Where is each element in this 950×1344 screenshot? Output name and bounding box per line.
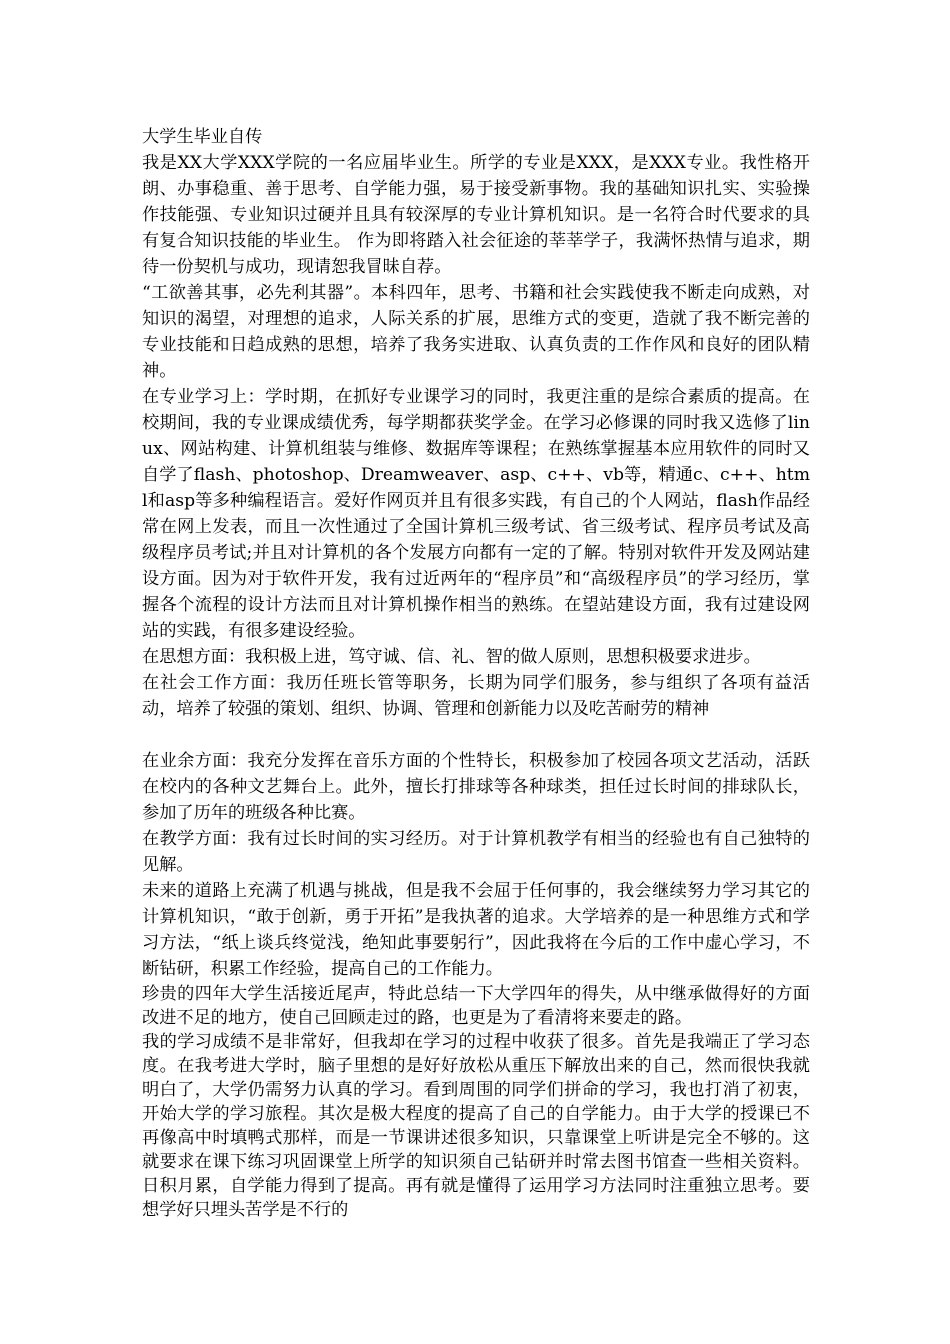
paragraph-hobby: 在业余方面：我充分发挥在音乐方面的个性特长，积极参加了校园各项文艺活动，活跃在校内的各种文艺舞台上。此外，擅长打排球等各种球类，担任过长时间的排球队长，参加了历年的班级各种比赛。 (142, 751, 810, 823)
document-title: 大学生毕业自传 (142, 127, 263, 147)
paragraph-summary: 珍贵的四年大学生活接近尾声，特此总结一下大学四年的得失，从中继承做得好的方面改进不足的地方，使自己回顾走过的路，也更是为了看清将来要走的路。 (142, 984, 810, 1028)
paragraph-teaching: 在教学方面：我有过长时间的实习经历。对于计算机教学有相当的经验也有自己独特的见解。 (142, 829, 810, 875)
paragraph-study: 在专业学习上：学时期，在抓好专业课学习的同时，我更注重的是综合素质的提高。在校期间，我的专业课成绩优秀，每学期都获奖学金。在学习必修课的同时我又选修了linux、网站构建、计算机组装与维修、数据库等课程；在熟练掌握基本应用软件的同时又自学了flash、photoshop、Dreamweaver、asp、c++、vb等，精通c、c++、html和asp等多种编程语言。爱好作网页并且有很多实践，有自己的个人网站，flash作品经常在网上发表，而且一次性通过了全国计算机三级考试、省三级考试、程序员考试及高级程序员考试;并且对计算机的各个发展方向都有一定的了解。特别对软件开发及网站建设方面。因为对于软件开发，我有过近两年的“程序员”和“高级程序员”的学习经历，掌握各个流程的设计方法而且对计算机操作相当的熟练。在望站建设方面，我有过建设网站的实践，有很多建设经验。 (142, 387, 810, 641)
document-page (142, 124, 810, 1222)
paragraph-social-work: 在社会工作方面：我历任班长管等职务，长期为同学们服务，参与组织了各项有益活动，培养了较强的策划、组织、协调、管理和创新能力以及吃苦耐劳的精神 (142, 673, 810, 719)
paragraph-learning: 我的学习成绩不是非常好，但我却在学习的过程中收获了很多。首先是我端正了学习态度。在我考进大学时，脑子里想的是好好放松从重压下解放出来的自己，然而很快我就明白了，大学仍需努力认真的学习。看到周围的同学们拼命的学习，我也打消了初衷，开始大学的学习旅程。其次是极大程度的提高了自己的自学能力。由于大学的授课已不再像高中时填鸭式那样，而是一节课讲述很多知识，只靠课堂上听讲是完全不够的。这就要求在课下练习巩固课堂上所学的知识须自己钻研并时常去图书馆查一些相关资料。日积月累，自学能力得到了提高。再有就是懂得了运用学习方法同时注重独立思考。要想学好只埋头苦学是不行的 (142, 1032, 810, 1220)
paragraph-intro: 我是XX大学XXX学院的一名应届毕业生。所学的专业是XXX，是XXX专业。我性格开朗、办事稳重、善于思考、自学能力强，易于接受新事物。我的基础知识扎实、实验操作技能强、专业知识过硬并且具有较深厚的专业计算机知识。是一名符合时代要求的具有复合知识技能的毕业生。 作为即将踏入社会征途的莘莘学子，我满怀热情与追求，期待一份契机与成功，现请恕我冒昧自荐。 (142, 153, 810, 277)
paragraph-future: 未来的道路上充满了机遇与挑战，但是我不会屈于任何事的，我会继续努力学习其它的计算机知识，“敢于创新，勇于开拓”是我执著的追求。大学培养的是一种思维方式和学习方法，“纸上谈兵终觉浅，绝知此事要躬行”，因此我将在今后的工作中虚心学习，不断钻研，积累工作经验，提高自己的工作能力。 (142, 881, 810, 979)
paragraph-thought: 在思想方面：我积极上进，笃守诚、信、礼、智的做人原则，思想积极要求进步。 (142, 647, 761, 667)
paragraph-motto: “工欲善其事，必先利其器”。本科四年，思考、书籍和社会实践使我不断走向成熟，对知识的渴望，对理想的追求，人际关系的扩展，思维方式的变更，造就了我不断完善的专业技能和日趋成熟的思想，培养了我务实进取、认真负责的工作作风和良好的团队精神。 (142, 283, 810, 381)
paragraph-gap (142, 722, 810, 748)
